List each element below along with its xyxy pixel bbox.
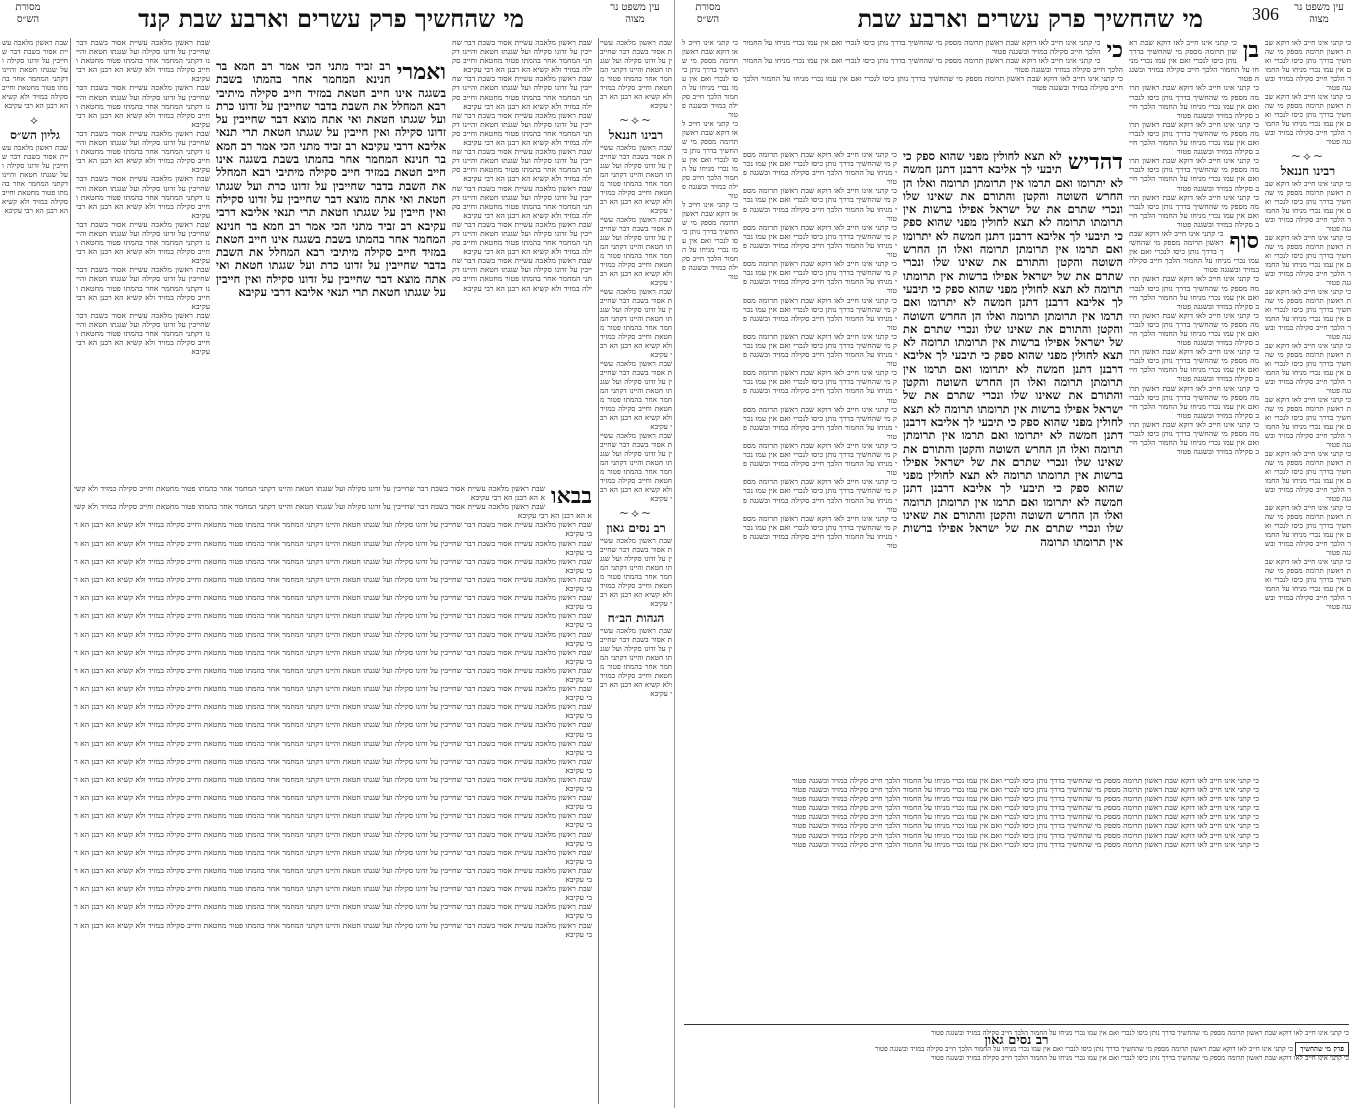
right-outer-margin: כי קתני אינו חייב לאו דוקא שבת ראשון תרומה מספק מי שהחשיך בדרך נותן כיסו לנכרי ואם אין עמו נכרי מניחו על החמור הלכך חייב סקילה במזיד ובשגגה פטור כי קתני אינו חייב לאו דוקא שבת ראשון תרומה מספק מי שהחשיך בדרך נותן כיסו לנכרי ואם אין עמו נכרי מניחו על החמור הלכך חייב סקילה במזיד ובשגגה פטור ~⟡~ רבינו חננאל כי קתני אינו חייב לאו דוקא שבת ראשון תרומה מספק מי שהחשיך בדרך נותן כיסו לנכרי ואם אין עמו נכרי מניחו על החמור הלכך חייב סקילה במזיד ובשגגה פטור כי קתני אינו חייב לאו דוקא שבת ראשון תרומה מספק מי שהחשיך בדרך נותן כיסו לנכרי ואם אין עמו נכרי מניחו על החמור הלכך חייב סקילה במזיד ובשגגה פטור כי קתני אינו חייב לאו דוקא שבת ראשון תרומה מספק מי שהחשיך בדרך נותן כיסו לנכרי ואם אין עמו נכרי מניחו על החמור הלכך חייב סקילה במזיד ובשגגה פטור כי קתני אינו חייב לאו דוקא שבת ראשון תרומה מספק מי שהחשיך בדרך נותן כיסו לנכרי ואם אין עמו נכרי מניחו על החמור הלכך חייב סקילה במזיד ובשגגה פטור כי קתני אינו חייב לאו דוקא שבת ראשון תרומה מספק מי שהחשיך בדרך נותן כיסו לנכרי ואם אין עמו נכרי מניחו על החמור הלכך חייב סקילה במזיד ובשגגה פטור כי קתני אינו חייב לאו דוקא שבת ראשון תרומה מספק מי שהחשיך בדרך נותן כיסו לנכרי ואם אין עמו נכרי מניחו על החמור הלכך חייב סקילה במזיד ובשגגה פטור כי קתני אינו חייב לאו דוקא שבת ראשון תרומה מספק מי שהחשיך בדרך נותן כיסו לנכרי ואם אין עמו נכרי מניחו על החמור הלכך חייב סקילה במזיד ובשגגה פטור כי קתני אינו חייב לאו דוקא שבת ראשון תרומה מספק מי שהחשיך בדרך נותן כיסו לנכרי ואם אין עמו נכרי מניחו על החמור הלכך חייב סקילה במזיד ובשגגה פטור: [1265, 38, 1351, 611]
ki-word: כי: [1106, 38, 1123, 63]
right-commentary-right: בן כי קתני אינו חייב לאו דוקא שבת ראשון תרומה מספק מי שהחשיך בדרך נותן כיסו לנכרי ואם אין עמו נכרי מניחו על החמור הלכך חייב סקילה במזיד ובשגגה פטור כי קתני אינו חייב לאו דוקא שבת ראשון תרומה מספק מי שהחשיך בדרך נותן כיסו לנכרי ואם אין עמו נכרי מניחו על החמור הלכך חייב סקילה במזיד ובשגגה פטור כי קתני אינו חייב לאו דוקא שבת ראשון תרומה מספק מי שהחשיך בדרך נותן כיסו לנכרי ואם אין עמו נכרי מניחו על החמור הלכך חייב סקילה במזיד ובשגגה פטור כי קתני אינו חייב לאו דוקא שבת ראשון תרומה מספק מי שהחשיך בדרך נותן כיסו לנכרי ואם אין עמו נכרי מניחו על החמור הלכך חייב סקילה במזיד ובשגגה פטור כי קתני אינו חייב לאו דוקא שבת ראשון תרומה מספק מי שהחשיך בדרך נותן כיסו לנכרי ואם אין עמו נכרי מניחו על החמור הלכך חייב סקילה במזיד ובשגגה פטור סוף כי קתני אינו חייב לאו דוקא שבת ראשון תרומה מספק מי שהחשיך בדרך נותן כיסו לנכרי ואם אין עמו נכרי מניחו על החמור הלכך חייב סקילה במזיד ובשגגה פטור כי קתני אינו חייב לאו דוקא שבת ראשון תרומה מספק מי שהחשיך בדרך נותן כיסו לנכרי ואם אין עמו נכרי מניחו על החמור הלכך חייב סקילה במזיד ובשגגה פטור כי קתני אינו חייב לאו דוקא שבת ראשון תרומה מספק מי שהחשיך בדרך נותן כיסו לנכרי ואם אין עמו נכרי מניחו על החמור הלכך חייב סקילה במזיד ובשגגה פטור כי קתני אינו חייב לאו דוקא שבת ראשון תרומה מספק מי שהחשיך בדרך נותן כיסו לנכרי ואם אין עמו נכרי מניחו על החמור הלכך חייב סקילה במזיד ובשגגה פטור כי קתני אינו חייב לאו דוקא שבת ראשון תרומה מספק מי שהחשיך בדרך נותן כיסו לנכרי ואם אין עמו נכרי מניחו על החמור הלכך חייב סקילה במזיד ובשגגה פטור כי קתני אינו חייב לאו דוקא שבת ראשון תרומה מספק מי שהחשיך בדרך נותן כיסו לנכרי ואם אין עמו נכרי מניחו על החמור הלכך חייב סקילה במזיד ובשגגה פטור: [1129, 38, 1259, 457]
left-commentary-right: שבת ראשון מלאכה עשיית אסור בשבת דבר שחייבין על זדונו סקילה ועל שגגתו חטאת והיינו דקתני המחמר אחר בהמתו פטור מחטאת וחייב סקילה במזיד ולא קשיא הא רבנן הא רבי עקיבא שבת ראשון מלאכה עשיית אסור בשבת דבר שחייבין על זדונו סקילה ועל שגגתו חטאת והיינו דקתני המחמר אחר בהמתו פטור מחטאת וחייב סקילה במזיד ולא קשיא הא רבנן הא רבי עקיבא שבת ראשון מלאכה עשיית אסור בשבת דבר שחייבין על זדונו סקילה ועל שגגתו חטאת והיינו דקתני המחמר אחר בהמתו פטור מחטאת וחייב סקילה במזיד ולא קשיא הא רבנן הא רבי עקיבא שבת ראשון מלאכה עשיית אסור בשבת דבר שחייבין על זדונו סקילה ועל שגגתו חטאת והיינו דקתני המחמר אחר בהמתו פטור מחטאת וחייב סקילה במזיד ולא קשיא הא רבנן הא רבי עקיבא שבת ראשון מלאכה עשיית אסור בשבת דבר שחייבין על זדונו סקילה ועל שגגתו חטאת והיינו דקתני המחמר אחר בהמתו פטור מחטאת וחייב סקילה במזיד ולא קשיא הא רבנן הא רבי עקיבא שבת ראשון מלאכה עשיית אסור בשבת דבר שחייבין על זדונו סקילה ועל שגגתו חטאת והיינו דקתני המחמר אחר בהמתו פטור מחטאת וחייב סקילה במזיד ולא קשיא הא רבנן הא רבי עקיבא שבת ראשון מלאכה עשיית אסור בשבת דבר שחייבין על זדונו סקילה ועל שגגתו חטאת והיינו דקתני המחמר אחר בהמתו פטור מחטאת וחייב סקילה במזיד ולא קשיא הא רבנן הא רבי עקיבא: [452, 38, 592, 293]
sof-word: סוף: [1229, 227, 1259, 254]
right-main-gemara: דהדיש לא תצא לחולין מפני שהוא ספק כי תיבעי לך אליבא דרבנן דתנן חמשה לא יתרומו ואם תרמו אין תרומתן תרומה ואלו הן החרש השוטה והקטן והתורם את שאינו שלו ונכרי שתרם את של ישראל אפילו ברשות אין תרומתו תרומה לא תצא לחולין מפני שהוא ספק כי תיבעי לך אליבא דרבנן דתנן חמשה לא יתרומו ואם תרמו אין תרומתן תרומה ואלו הן החרש השוטה והקטן והתורם את שאינו שלו ונכרי שתרם את של ישראל אפילו ברשות אין תרומתו תרומה לא תצא לחולין מפני שהוא ספק כי תיבעי לך אליבא דרבנן דתנן חמשה לא יתרומו ואם תרמו אין תרומתן תרומה ואלו הן החרש השוטה והקטן והתורם את שאינו שלו ונכרי שתרם את של ישראל אפילו ברשות אין תרומתו תרומה לא תצא לחולין מפני שהוא ספק כי תיבעי לך אליבא דרבנן דתנן חמשה לא יתרומו ואם תרמו אין תרומתן תרומה ואלו הן החרש השוטה והקטן והתורם את שאינו שלו ונכרי שתרם את של ישראל אפילו ברשות אין תרומתו תרומה לא תצא לחולין מפני שהוא ספק כי תיבעי לך אליבא דרבנן דתנן חמשה לא יתרומו ואם תרמו אין תרומתן תרומה ואלו הן החרש השוטה והקטן והתורם את שאינו שלו ונכרי שתרם את של ישראל אפילו ברשות אין תרומתו תרומה לא תצא לחולין מפני שהוא ספק כי תיבעי לך אליבא דרבנן דתנן חמשה לא יתרומו ואם תרמו אין תרומתן תרומה ואלו הן החרש השוטה והקטן והתורם את שאינו שלו ונכרי שתרם את של ישראל אפילו ברשות אין תרומתו תרומה: [903, 150, 1123, 549]
page-running-title: מי שהחשיך פרק עשרים וארבע שבת קנד: [138, 4, 524, 33]
mesorat-hashas-heading: מסורת הש״ס: [695, 2, 721, 25]
perek-footer: פרק מי שהחשיך: [1295, 1042, 1349, 1056]
rav-nissim-gaon-text: שבת ראשון מלאכה עשיית אסור בשבת דבר שחייבין על זדונו סקילה ועל שגגתו חטאת והיינו דקתני המחמר אחר בהמתו פטור מחטאת וחייב סקילה במזיד ולא קשיא הא רבנן הא רבי עקיבא: [600, 536, 672, 608]
ornament: ~⟡~: [618, 113, 654, 127]
right-commentary-left: כי קתני אינו חייב לאו דוקא שבת ראשון תרומה מספק מי שהחשיך בדרך נותן כיסו לנכרי ואם אין עמו נכרי מניחו על החמור הלכך חייב סקילה במזיד ובשגגה פטור כי קתני אינו חייב לאו דוקא שבת ראשון תרומה מספק מי שהחשיך בדרך נותן כיסו לנכרי ואם אין עמו נכרי מניחו על החמור הלכך חייב סקילה במזיד ובשגגה פטור כי קתני אינו חייב לאו דוקא שבת ראשון תרומה מספק מי שהחשיך בדרך נותן כיסו לנכרי ואם אין עמו נכרי מניחו על החמור הלכך חייב סקילה במזיד ובשגגה פטור כי קתני אינו חייב לאו דוקא שבת ראשון תרומה מספק מי שהחשיך בדרך נותן כיסו לנכרי ואם אין עמו נכרי מניחו על החמור הלכך חייב סקילה במזיד ובשגגה פטור כי קתני אינו חייב לאו דוקא שבת ראשון תרומה מספק מי שהחשיך בדרך נותן כיסו לנכרי ואם אין עמו נכרי מניחו על החמור הלכך חייב סקילה במזיד ובשגגה פטור כי קתני אינו חייב לאו דוקא שבת ראשון תרומה מספק מי שהחשיך בדרך נותן כיסו לנכרי ואם אין עמו נכרי מניחו על החמור הלכך חייב סקילה במזיד ובשגגה פטור כי קתני אינו חייב לאו דוקא שבת ראשון תרומה מספק מי שהחשיך בדרך נותן כיסו לנכרי ואם אין עמו נכרי מניחו על החמור הלכך חייב סקילה במזיד ובשגגה פטור כי קתני אינו חייב לאו דוקא שבת ראשון תרומה מספק מי שהחשיך בדרך נותן כיסו לנכרי ואם אין עמו נכרי מניחו על החמור הלכך חייב סקילה במזיד ובשגגה פטור כי קתני אינו חייב לאו דוקא שבת ראשון תרומה מספק מי שהחשיך בדרך נותן כיסו לנכרי ואם אין עמו נכרי מניחו על החמור הלכך חייב סקילה במזיד ובשגגה פטור כי קתני אינו חייב לאו דוקא שבת ראשון תרומה מספק מי שהחשיך בדרך נותן כיסו לנכרי ואם אין עמו נכרי מניחו על החמור הלכך חייב סקילה במזיד ובשגגה פטור כי קתני אינו חייב לאו דוקא שבת ראשון תרומה מספק מי שהחשיך בדרך נותן כיסו לנכרי ואם אין עמו נכרי מניחו על החמור הלכך חייב סקילה במזיד ובשגגה פטור: [743, 150, 897, 551]
rav-nissim-gaon-label: רב נסים גאון: [984, 1033, 1049, 1049]
dahadish-word: דהדיש: [1067, 150, 1123, 175]
hagahot-label: הגהות הב״ח: [607, 611, 665, 625]
page-number: 306: [1252, 4, 1279, 24]
ein-mishpat-heading: עין משפט נר מצוה: [610, 2, 660, 25]
rav-nissim-gaon-label: רב נסים גאון: [606, 521, 666, 535]
gilyon-hashas-label: גליון הש״ס: [10, 128, 60, 142]
rabbeinu-chananel-label: רבינו חננאל: [1280, 164, 1336, 178]
left-outer-margin: שבת ראשון מלאכה עשיית אסור בשבת דבר שחייבין על זדונו סקילה ועל שגגתו חטאת והיינו דקתני המחמר אחר בהמתו פטור מחטאת וחייב סקילה במזיד ולא קשיא הא רבנן הא רבי עקיבא ~⟡~ רבינו חננאל שבת ראשון מלאכה עשיית אסור בשבת דבר שחייבין על זדונו סקילה ועל שגגתו חטאת והיינו דקתני המחמר אחר בהמתו פטור מחטאת וחייב סקילה במזיד ולא קשיא הא רבנן הא רבי עקיבא שבת ראשון מלאכה עשיית אסור בשבת דבר שחייבין על זדונו סקילה ועל שגגתו חטאת והיינו דקתני המחמר אחר בהמתו פטור מחטאת וחייב סקילה במזיד ולא קשיא הא רבנן הא רבי עקיבא שבת ראשון מלאכה עשיית אסור בשבת דבר שחייבין על זדונו סקילה ועל שגגתו חטאת והיינו דקתני המחמר אחר בהמתו פטור מחטאת וחייב סקילה במזיד ולא קשיא הא רבנן הא רבי עקיבא שבת ראשון מלאכה עשיית אסור בשבת דבר שחייבין על זדונו סקילה ועל שגגתו חטאת והיינו דקתני המחמר אחר בהמתו פטור מחטאת וחייב סקילה במזיד ולא קשיא הא רבנן הא רבי עקיבא שבת ראשון מלאכה עשיית אסור בשבת דבר שחייבין על זדונו סקילה ועל שגגתו חטאת והיינו דקתני המחמר אחר בהמתו פטור מחטאת וחייב סקילה במזיד ולא קשיא הא רבנן הא רבי עקיבא ~⟡~ רב נסים גאון שבת ראשון מלאכה עשיית אסור בשבת דבר שחייבין על זדונו סקילה ועל שגגתו חטאת והיינו דקתני המחמר אחר בהמתו פטור מחטאת וחייב סקילה במזיד ולא קשיא הא רבנן הא רבי עקיבא הגהות הב״ח שבת ראשון מלאכה עשיית אסור בשבת דבר שחייבין על זדונו סקילה ועל שגגתו חטאת והיינו דקתני המחמר אחר בהמתו פטור מחטאת וחייב סקילה במזיד ולא קשיא הא רבנן הא רבי עקיבא: [600, 38, 672, 698]
right-lower-commentary: כי קתני אינו חייב לאו דוקא שבת ראשון תרומה מספק מי שהחשיך בדרך נותן כיסו לנכרי ואם אין עמו נכרי מניחו על החמור הלכך חייב סקילה במזיד ובשגגה פטור כי קתני אינו חייב לאו דוקא שבת ראשון תרומה מספק מי שהחשיך בדרך נותן כיסו לנכרי ואם אין עמו נכרי מניחו על החמור הלכך חייב סקילה במזיד ובשגגה פטור כי קתני אינו חייב לאו דוקא שבת ראשון תרומה מספק מי שהחשיך בדרך נותן כיסו לנכרי ואם אין עמו נכרי מניחו על החמור הלכך חייב סקילה במזיד ובשגגה פטור כי קתני אינו חייב לאו דוקא שבת ראשון תרומה מספק מי שהחשיך בדרך נותן כיסו לנכרי ואם אין עמו נכרי מניחו על החמור הלכך חייב סקילה במזיד ובשגגה פטור כי קתני אינו חייב לאו דוקא שבת ראשון תרומה מספק מי שהחשיך בדרך נותן כיסו לנכרי ואם אין עמו נכרי מניחו על החמור הלכך חייב סקילה במזיד ובשגגה פטור כי קתני אינו חייב לאו דוקא שבת ראשון תרומה מספק מי שהחשיך בדרך נותן כיסו לנכרי ואם אין עמו נכרי מניחו על החמור הלכך חייב סקילה במזיד ובשגגה פטור כי קתני אינו חייב לאו דוקא שבת ראשון תרומה מספק מי שהחשיך בדרך נותן כיסו לנכרי ואם אין עמו נכרי מניחו על החמור הלכך חייב סקילה במזיד ובשגגה פטור כי קתני אינו חייב לאו דוקא שבת ראשון תרומה מספק מי שהחשיך בדרך נותן כיסו לנכרי ואם אין עמו נכרי מניחו על החמור הלכך חייב סקילה במזיד ובשגגה פטור: [791, 776, 1259, 849]
opening-word: ואמרי: [396, 60, 446, 85]
ein-mishpat-heading: עין משפט נר מצוה: [1294, 2, 1344, 25]
ben-word: בן: [1242, 38, 1259, 63]
rabbeinu-chananel-text: שבת ראשון מלאכה עשיית אסור בשבת דבר שחייבין על זדונו סקילה ועל שגגתו חטאת והיינו דקתני המחמר אחר בהמתו פטור מחטאת וחייב סקילה במזיד ולא קשיא הא רבנן הא רבי עקיבא: [600, 143, 672, 215]
left-inner-margin: שבת ראשון מלאכה עשיית אסור בשבת דבר שחייבין על זדונו סקילה ועל שגגתו חטאת והיינו דקתני המחמר אחר בהמתו פטור מחטאת וחייב סקילה במזיד ולא קשיא הא רבנן הא רבי עקיבא ⟡ גליון הש״ס שבת ראשון מלאכה עשיית אסור בשבת דבר שחייבין על זדונו סקילה ועל שגגתו חטאת והיינו דקתני המחמר אחר בהמתו פטור מחטאת וחייב סקילה במזיד ולא קשיא הא רבנן הא רבי עקיבא: [2, 38, 68, 215]
left-lower-commentary: בבאו שבת ראשון מלאכה עשיית אסור בשבת דבר שחייבין על זדונו סקילה ועל שגגתו חטאת והיינו דקתני המחמר אחר בהמתו פטור מחטאת וחייב סקילה במזיד ולא קשיא הא רבנן הא רבי עקיבא שבת ראשון מלאכה עשיית אסור בשבת דבר שחייבין על זדונו סקילה ועל שגגתו חטאת והיינו דקתני המחמר אחר בהמתו פטור מחטאת וחייב סקילה במזיד ולא קשיא הא רבנן הא רבי עקיבא שבת ראשון מלאכה עשיית אסור בשבת דבר שחייבין על זדונו סקילה ועל שגגתו חטאת והיינו דקתני המחמר אחר בהמתו פטור מחטאת וחייב סקילה במזיד ולא קשיא הא רבנן הא רבי עקיבא שבת ראשון מלאכה עשיית אסור בשבת דבר שחייבין על זדונו סקילה ועל שגגתו חטאת והיינו דקתני המחמר אחר בהמתו פטור מחטאת וחייב סקילה במזיד ולא קשיא הא רבנן הא רבי עקיבא שבת ראשון מלאכה עשיית אסור בשבת דבר שחייבין על זדונו סקילה ועל שגגתו חטאת והיינו דקתני המחמר אחר בהמתו פטור מחטאת וחייב סקילה במזיד ולא קשיא הא רבנן הא רבי עקיבא שבת ראשון מלאכה עשיית אסור בשבת דבר שחייבין על זדונו סקילה ועל שגגתו חטאת והיינו דקתני המחמר אחר בהמתו פטור מחטאת וחייב סקילה במזיד ולא קשיא הא רבנן הא רבי עקיבא שבת ראשון מלאכה עשיית אסור בשבת דבר שחייבין על זדונו סקילה ועל שגגתו חטאת והיינו דקתני המחמר אחר בהמתו פטור מחטאת וחייב סקילה במזיד ולא קשיא הא רבנן הא רבי עקיבא שבת ראשון מלאכה עשיית אסור בשבת דבר שחייבין על זדונו סקילה ועל שגגתו חטאת והיינו דקתני המחמר אחר בהמתו פטור מחטאת וחייב סקילה במזיד ולא קשיא הא רבנן הא רבי עקיבא שבת ראשון מלאכה עשיית אסור בשבת דבר שחייבין על זדונו סקילה ועל שגגתו חטאת והיינו דקתני המחמר אחר בהמתו פטור מחטאת וחייב סקילה במזיד ולא קשיא הא רבנן הא רבי עקיבא שבת ראשון מלאכה עשיית אסור בשבת דבר שחייבין על זדונו סקילה ועל שגגתו חטאת והיינו דקתני המחמר אחר בהמתו פטור מחטאת וחייב סקילה במזיד ולא קשיא הא רבנן הא רבי עקיבא שבת ראשון מלאכה עשיית אסור בשבת דבר שחייבין על זדונו סקילה ועל שגגתו חטאת והיינו דקתני המחמר אחר בהמתו פטור מחטאת וחייב סקילה במזיד ולא קשיא הא רבנן הא רבי עקיבא שבת ראשון מלאכה עשיית אסור בשבת דבר שחייבין על זדונו סקילה ועל שגגתו חטאת והיינו דקתני המחמר אחר בהמתו פטור מחטאת וחייב סקילה במזיד ולא קשיא הא רבנן הא רבי עקיבא שבת ראשון מלאכה עשיית אסור בשבת דבר שחייבין על זדונו סקילה ועל שגגתו חטאת והיינו דקתני המחמר אחר בהמתו פטור מחטאת וחייב סקילה במזיד ולא קשיא הא רבנן הא רבי עקיבא שבת ראשון מלאכה עשיית אסור בשבת דבר שחייבין על זדונו סקילה ועל שגגתו חטאת והיינו דקתני המחמר אחר בהמתו פטור מחטאת וחייב סקילה במזיד ולא קשיא הא רבנן הא רבי עקיבא שבת ראשון מלאכה עשיית אסור בשבת דבר שחייבין על זדונו סקילה ועל שגגתו חטאת והיינו דקתני המחמר אחר בהמתו פטור מחטאת וחייב סקילה במזיד ולא קשיא הא רבנן הא רבי עקיבא שבת ראשון מלאכה עשיית אסור בשבת דבר שחייבין על זדונו סקילה ועל שגגתו חטאת והיינו דקתני המחמר אחר בהמתו פטור מחטאת וחייב סקילה במזיד ולא קשיא הא רבנן הא רבי עקיבא שבת ראשון מלאכה עשיית אסור בשבת דבר שחייבין על זדונו סקילה ועל שגגתו חטאת והיינו דקתני המחמר אחר בהמתו פטור מחטאת וחייב סקילה במזיד ולא קשיא הא רבנן הא רבי עקיבא שבת ראשון מלאכה עשיית אסור בשבת דבר שחייבין על זדונו סקילה ועל שגגתו חטאת והיינו דקתני המחמר אחר בהמתו פטור מחטאת וחייב סקילה במזיד ולא קשיא הא רבנן הא רבי עקיבא שבת ראשון מלאכה עשיית אסור בשבת דבר שחייבין על זדונו סקילה ועל שגגתו חטאת והיינו דקתני המחמר אחר בהמתו פטור מחטאת וחייב סקילה במזיד ולא קשיא הא רבנן הא רבי עקיבא שבת ראשון מלאכה עשיית אסור בשבת דבר שחייבין על זדונו סקילה ועל שגגתו חטאת והיינו דקתני המחמר אחר בהמתו פטור מחטאת וחייב סקילה במזיד ולא קשיא הא רבנן הא רבי עקיבא שבת ראשון מלאכה עשיית אסור בשבת דבר שחייבין על זדונו סקילה ועל שגגתו חטאת והיינו דקתני המחמר אחר בהמתו פטור מחטאת וחייב סקילה במזיד ולא קשיא הא רבנן הא רבי עקיבא שבת ראשון מלאכה עשיית אסור בשבת דבר שחייבין על זדונו סקילה ועל שגגתו חטאת והיינו דקתני המחמר אחר בהמתו פטור מחטאת וחייב סקילה במזיד ולא קשיא הא רבנן הא רבי עקיבא שבת ראשון מלאכה עשיית אסור בשבת דבר שחייבין על זדונו סקילה ועל שגגתו חטאת והיינו דקתני המחמר אחר בהמתו פטור מחטאת וחייב סקילה במזיד ולא קשיא הא רבנן הא רבי עקיבא שבת ראשון מלאכה עשיית אסור בשבת דבר שחייבין על זדונו סקילה ועל שגגתו חטאת והיינו דקתני המחמר אחר בהמתו פטור מחטאת וחייב סקילה במזיד ולא קשיא הא רבנן הא רבי עקיבא שבת ראשון מלאכה עשיית אסור בשבת דבר שחייבין על זדונו סקילה ועל שגגתו חטאת והיינו דקתני המחמר אחר בהמתו פטור מחטאת וחייב סקילה במזיד ולא קשיא הא רבנן הא רבי עקיבא: [74, 484, 592, 939]
left-commentary-left: שבת ראשון מלאכה עשיית אסור בשבת דבר שחייבין על זדונו סקילה ועל שגגתו חטאת והיינו דקתני המחמר אחר בהמתו פטור מחטאת וחייב סקילה במזיד ולא קשיא הא רבנן הא רבי עקיבא שבת ראשון מלאכה עשיית אסור בשבת דבר שחייבין על זדונו סקילה ועל שגגתו חטאת והיינו דקתני המחמר אחר בהמתו פטור מחטאת וחייב סקילה במזיד ולא קשיא הא רבנן הא רבי עקיבא שבת ראשון מלאכה עשיית אסור בשבת דבר שחייבין על זדונו סקילה ועל שגגתו חטאת והיינו דקתני המחמר אחר בהמתו פטור מחטאת וחייב סקילה במזיד ולא קשיא הא רבנן הא רבי עקיבא שבת ראשון מלאכה עשיית אסור בשבת דבר שחייבין על זדונו סקילה ועל שגגתו חטאת והיינו דקתני המחמר אחר בהמתו פטור מחטאת וחייב סקילה במזיד ולא קשיא הא רבנן הא רבי עקיבא שבת ראשון מלאכה עשיית אסור בשבת דבר שחייבין על זדונו סקילה ועל שגגתו חטאת והיינו דקתני המחמר אחר בהמתו פטור מחטאת וחייב סקילה במזיד ולא קשיא הא רבנן הא רבי עקיבא שבת ראשון מלאכה עשיית אסור בשבת דבר שחייבין על זדונו סקילה ועל שגגתו חטאת והיינו דקתני המחמר אחר בהמתו פטור מחטאת וחייב סקילה במזיד ולא קשיא הא רבנן הא רבי עקיבא שבת ראשון מלאכה עשיית אסור בשבת דבר שחייבין על זדונו סקילה ועל שגגתו חטאת והיינו דקתני המחמר אחר בהמתו פטור מחטאת וחייב סקילה במזיד ולא קשיא הא רבנן הא רבי עקיבא: [76, 38, 210, 357]
right-top-commentary: כי כי קתני אינו חייב לאו דוקא שבת ראשון תרומה מספק מי שהחשיך בדרך נותן כיסו לנכרי ואם אין עמו נכרי מניחו על החמור הלכך חייב סקילה במזיד ובשגגה פטור כי קתני אינו חייב לאו דוקא שבת ראשון תרומה מספק מי שהחשיך בדרך נותן כיסו לנכרי ואם אין עמו נכרי מניחו על החמור הלכך חייב סקילה במזיד ובשגגה פטור כי קתני אינו חייב לאו דוקא שבת ראשון תרומה מספק מי שהחשיך בדרך נותן כיסו לנכרי ואם אין עמו נכרי מניחו על החמור הלכך חייב סקילה במזיד ובשגגה פטור: [743, 38, 1123, 93]
right-page: [680, 0, 1353, 1108]
mesorat-hashas-heading: מסורת הש״ס: [15, 2, 41, 25]
left-page-header: [0, 0, 674, 34]
left-main-gemara: ואמרי רב זביד מתני הכי אמר רב חמא בר חנינא המחמר אחר בהמתו בשבת בשגגה אינו חייב חטאת במזיד חייב סקילה מיתיבי רבא המחלל את השבת בדבר שחייבין על זדונו כרת ועל שגגתו חטאת ואי אתה מוצא דבר שחייבין על זדונו סקילה ואין חייבין על שגגתו חטאת תרי תנאי אליבא דרבי עקיבא רב זביד מתני הכי אמר רב חמא בר חנינא המחמר אחר בהמתו בשבת בשגגה אינו חייב חטאת במזיד חייב סקילה מיתיבי רבא המחלל את השבת בדבר שחייבין על זדונו כרת ועל שגגתו חטאת ואי אתה מוצא דבר שחייבין על זדונו סקילה ואין חייבין על שגגתו חטאת תרי תנאי אליבא דרבי עקיבא רב זביד מתני הכי אמר רב חמא בר חנינא המחמר אחר בהמתו בשבת בשגגה אינו חייב חטאת במזיד חייב סקילה מיתיבי רבא המחלל את השבת בדבר שחייבין על זדונו כרת ועל שגגתו חטאת ואי אתה מוצא דבר שחייבין על זדונו סקילה ואין חייבין על שגגתו חטאת תרי תנאי אליבא דרבי עקיבא: [216, 60, 446, 300]
rabbeinu-chananel-label: רבינו חננאל: [608, 128, 664, 142]
rav-nissim-gaon-band: כי קתני אינו חייב לאו דוקא שבת ראשון תרומה מספק מי שהחשיך בדרך נותן כיסו לנכרי ואם אין עמו נכרי מניחו על החמור הלכך חייב סקילה במזיד ובשגגה פטור רב נסים גאון פרק מי שהחשיך כי קתני אינו חייב לאו דוקא שבת ראשון תרומה מספק מי שהחשיך בדרך נותן כיסו לנכרי ואם אין עמו נכרי מניחו על החמור הלכך חייב סקילה במזיד ובשגגה פטור כי קתני אינו חייב לאו דוקא שבת ראשון תרומה מספק מי שהחשיך בדרך נותן כיסו לנכרי ואם אין עמו נכרי מניחו על החמור הלכך חייב סקילה במזיד ובשגגה פטור: [684, 1020, 1349, 1106]
baa-word: בבאו: [551, 484, 592, 509]
left-page: [0, 0, 675, 1108]
ein-mishpat-notes: שבת ראשון מלאכה עשיית אסור בשבת דבר שחייבין על זדונו סקילה ועל שגגתו חטאת והיינו דקתני המחמר אחר בהמתו פטור מחטאת וחייב סקילה במזיד ולא קשיא הא רבנן הא רבי עקיבא: [600, 38, 672, 110]
right-page-header: [680, 0, 1353, 34]
page-running-title: מי שהחשיך פרק עשרים וארבע שבת: [857, 4, 1203, 33]
right-inner-margin: כי קתני אינו חייב לאו דוקא שבת ראשון תרומה מספק מי שהחשיך בדרך נותן כיסו לנכרי ואם אין עמו נכרי מניחו על החמור הלכך חייב סקילה במזיד ובשגגה פטור כי קתני אינו חייב לאו דוקא שבת ראשון תרומה מספק מי שהחשיך בדרך נותן כיסו לנכרי ואם אין עמו נכרי מניחו על החמור הלכך חייב סקילה במזיד ובשגגה פטור כי קתני אינו חייב לאו דוקא שבת ראשון תרומה מספק מי שהחשיך בדרך נותן כיסו לנכרי ואם אין עמו נכרי מניחו על החמור הלכך חייב סקילה במזיד ובשגגה פטור: [682, 38, 738, 281]
